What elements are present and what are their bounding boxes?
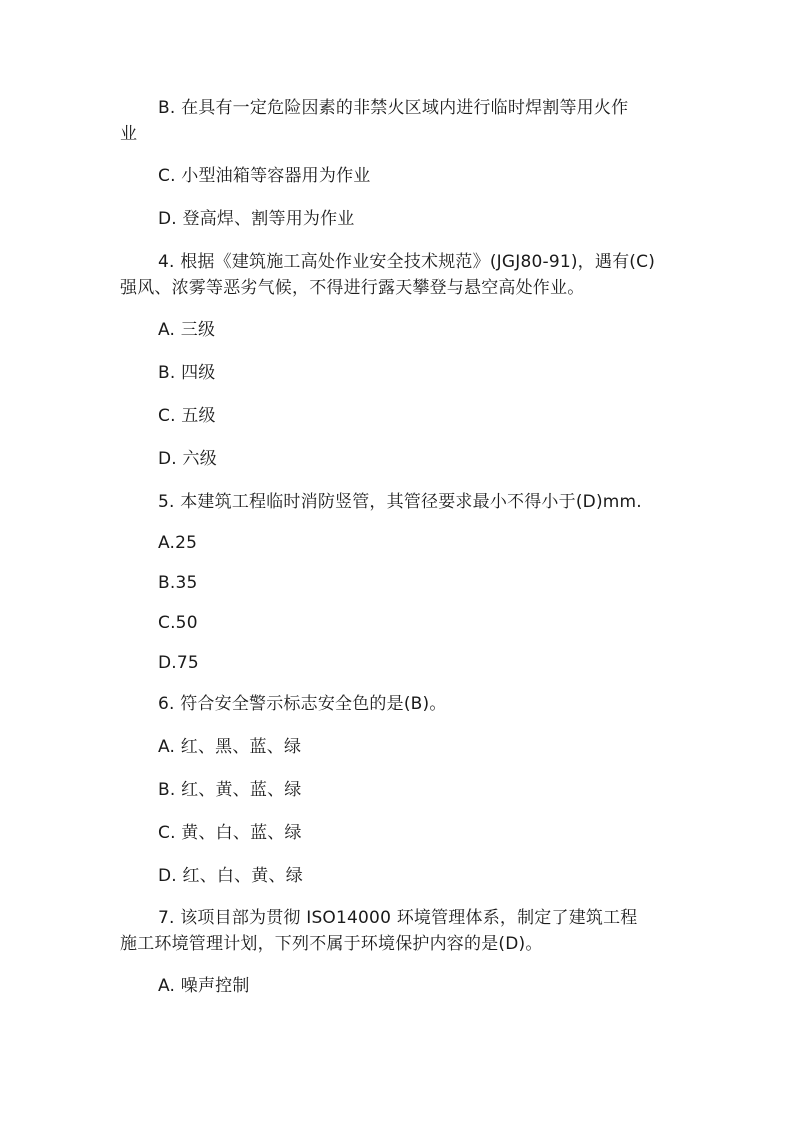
option-a-q6: A. 红、黑、蓝、绿	[158, 737, 302, 757]
option-b-q6: B. 红、黄、蓝、绿	[158, 780, 302, 800]
option-d-q5: D.75	[158, 653, 199, 673]
option-c-q3: C. 小型油箱等容器用为作业	[158, 166, 371, 186]
option-c-q6: C. 黄、白、蓝、绿	[158, 823, 302, 843]
option-d-q6: D. 红、白、黄、绿	[158, 866, 303, 886]
question-6: 6. 符合安全警示标志安全色的是(B)。	[158, 694, 447, 714]
question-4-line2: 强风、浓雾等恶劣气候，不得进行露天攀登与悬空高处作业。	[120, 278, 585, 298]
option-b-q3-line2: 业	[120, 124, 138, 144]
option-d-q3: D. 登高焊、割等用为作业	[158, 209, 355, 229]
option-a-q5: A.25	[158, 533, 198, 553]
option-c-q5: C.50	[158, 613, 198, 633]
option-a-q7: A. 噪声控制	[158, 976, 250, 996]
question-7-line2: 施工环境管理计划，下列不属于环境保护内容的是(D)。	[120, 934, 543, 954]
option-b-q3-line1: B. 在具有一定危险因素的非禁火区域内进行临时焊割等用火作	[158, 98, 629, 118]
option-c-q4: C. 五级	[158, 406, 216, 426]
question-4-line1: 4. 根据《建筑施工高处作业安全技术规范》(JGJ80-91)，遇有(C)	[158, 252, 656, 272]
question-7-line1: 7. 该项目部为贯彻 ISO14000 环境管理体系，制定了建筑工程	[158, 908, 638, 928]
option-b-q5: B.35	[158, 573, 198, 593]
option-a-q4: A. 三级	[158, 320, 216, 340]
option-d-q4: D. 六级	[158, 449, 217, 469]
option-b-q4: B. 四级	[158, 363, 216, 383]
question-5: 5. 本建筑工程临时消防竖管，其管径要求最小不得小于(D)mm.	[158, 492, 642, 512]
